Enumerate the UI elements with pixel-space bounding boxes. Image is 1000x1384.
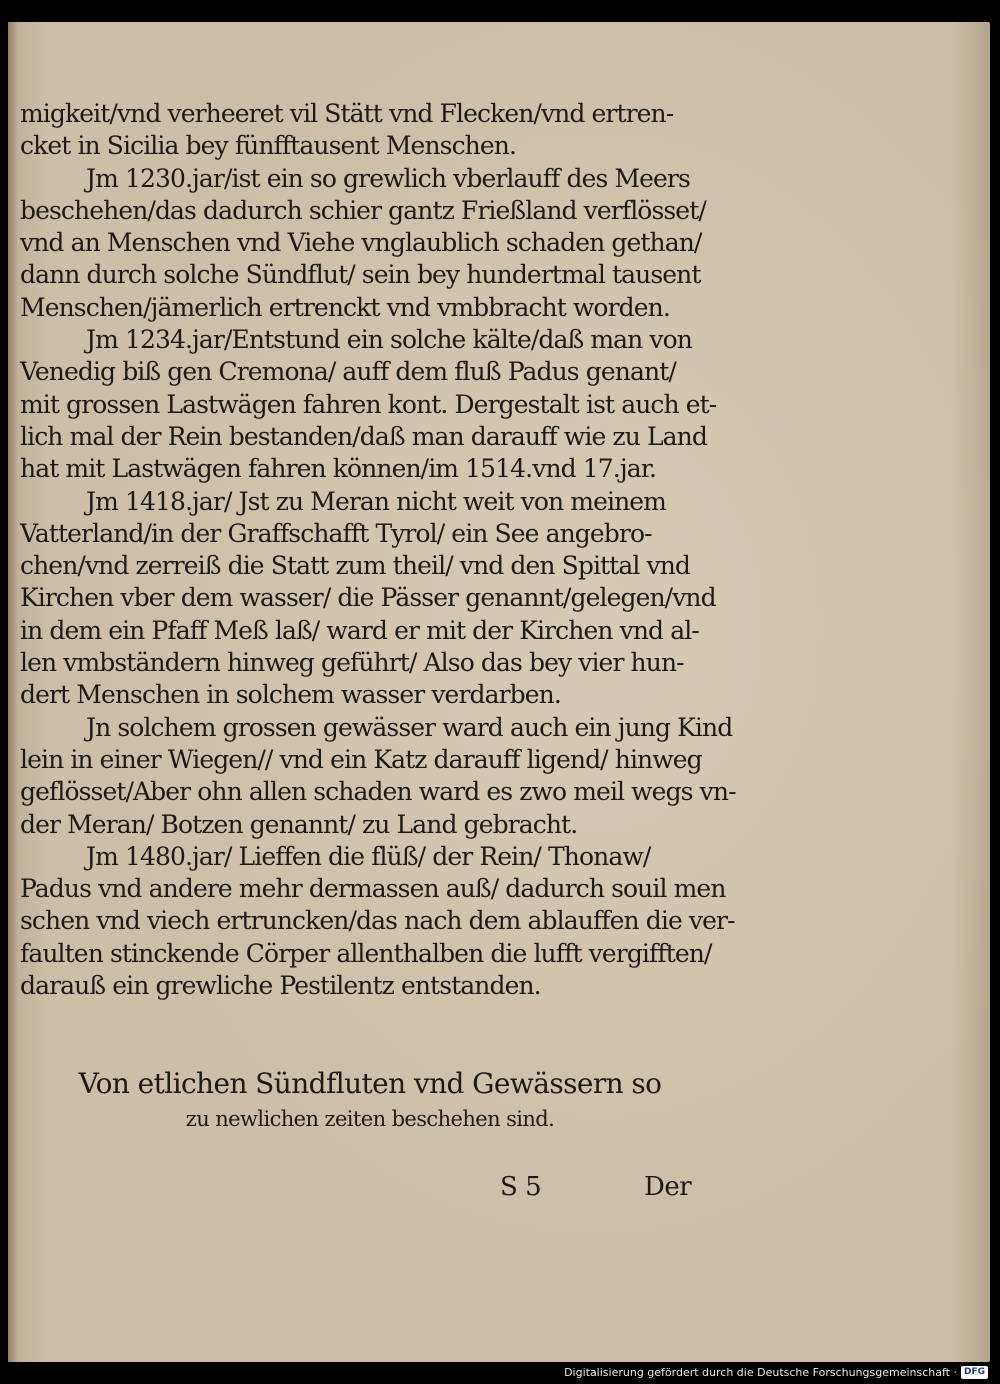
text-line: len vmbständern hinweg geführt/ Also das bey vier hun- — [20, 648, 684, 678]
text-line: vnd an Menschen vnd Viehe vnglaublich schaden gethan/ — [20, 228, 702, 258]
section-heading — [50, 1064, 690, 1134]
text-line: faulten stinckende Cörper allenthalben die lufft vergifften/ — [20, 938, 712, 968]
text-line: der Meran/ Botzen genannt/ zu Land gebracht. — [20, 809, 578, 839]
text-line: hat mit Lastwägen fahren können/im 1514.vnd 17.jar. — [20, 454, 657, 484]
heading-line-1: Von etlichen Sündfluten vnd Gewässern so — [78, 1067, 662, 1100]
signature-mark: S 5 — [500, 1172, 542, 1202]
text-line: migkeit/vnd verheeret vil Stätt vnd Flecken/vnd ertren- — [20, 99, 674, 128]
text-line: Padus vnd andere mehr dermassen auß/ dadurch souil men — [20, 874, 726, 904]
catchword: Der — [644, 1172, 692, 1202]
text-line: geflösset/Aber ohn allen schaden ward es zwo meil wegs vn- — [20, 777, 736, 807]
text-line: Jn solchem grossen gewässer ward auch ein jung Kind — [86, 712, 733, 742]
text-line: beschehen/das dadurch schier gantz Frießland verflösset/ — [20, 195, 706, 225]
text-line: Menschen/jämerlich ertrenckt vnd vmbbracht worden. — [20, 292, 670, 322]
footer-credit: Digitalisierung gefördert durch die Deutsche Forschungsgemeinschaft · — [564, 1365, 957, 1379]
text-line: Kirchen vber dem wasser/ die Pässer genannt/gelegen/vnd — [20, 583, 716, 613]
text-line: Vatterland/in der Graffschafft Tyrol/ ein See angebro- — [20, 518, 652, 548]
text-line: dert Menschen in solchem wasser verdarben. — [20, 680, 561, 710]
text-line: chen/vnd zerreiß die Statt zum theil/ vnd den Spittal vnd — [20, 551, 691, 581]
text-line: Venedig biß gen Cremona/ auff dem fluß Padus genant/ — [20, 357, 676, 387]
text-line: lich mal der Rein bestanden/daß man darauff wie zu Land — [20, 421, 707, 451]
text-line: Jm 1480.jar/ Lieffen die flüß/ der Rein/ Thonaw/ — [86, 841, 651, 871]
text-line: schen vnd viech ertruncken/das nach dem ablauffen die ver- — [20, 906, 735, 936]
page-gutter-shadow — [8, 22, 18, 1362]
heading-line-2: zu newlichen zeiten beschehen sind. — [185, 1107, 555, 1131]
text-line: lein in einer Wiegen// vnd ein Katz darauff ligend/ hinweg — [20, 744, 702, 774]
text-line: mit grossen Lastwägen fahren kont. Dergestalt ist auch et- — [20, 389, 717, 419]
text-line: in dem ein Pfaff Meß laß/ ward er mit der Kirchen vnd al- — [20, 615, 699, 645]
text-line: darauß ein grewliche Pestilentz entstanden. — [20, 971, 541, 1001]
dfg-logo: DFG — [961, 1366, 988, 1379]
text-line: Jm 1418.jar/ Jst zu Meran nicht weit von meinem — [86, 486, 666, 516]
digitization-footer — [564, 1364, 988, 1380]
text-line: Jm 1234.jar/Entstund ein solche kälte/daß man von — [86, 325, 692, 355]
text-line: cket in Sicilia bey fünfftausent Menschen. — [20, 131, 517, 161]
body-text — [20, 98, 736, 1002]
text-line: dann durch solche Sündflut/ sein bey hundertmal tausent — [20, 260, 701, 290]
text-line: Jm 1230.jar/ist ein so grewlich vberlauff des Meers — [86, 163, 690, 193]
